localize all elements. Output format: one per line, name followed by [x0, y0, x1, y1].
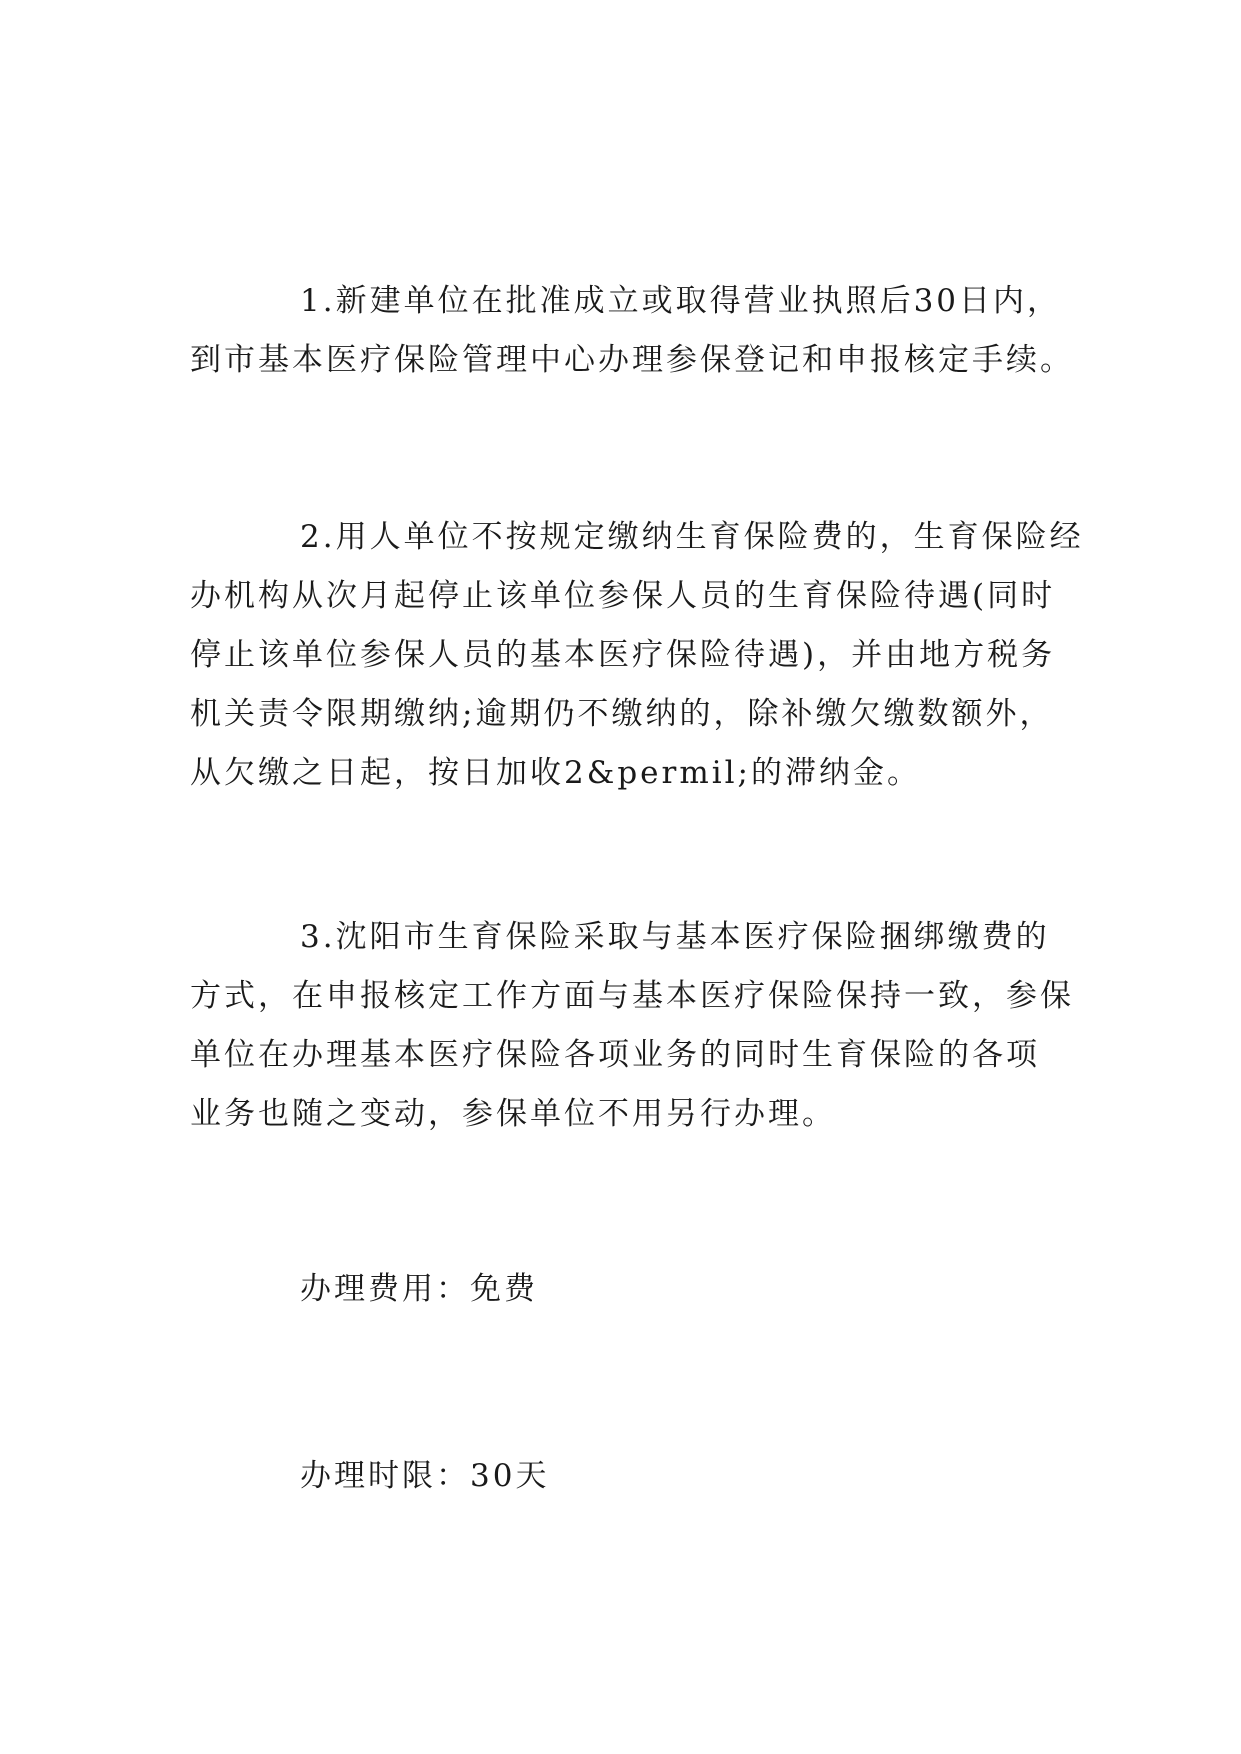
processing-fee — [190, 1260, 1070, 1319]
paragraph-1 — [190, 272, 1074, 390]
paragraph-line: 2.用人单位不按规定缴纳生育保险费的，生育保险经 — [300, 519, 1084, 555]
paragraph-line: 停止该单位参保人员的基本医疗保险待遇)，并由地方税务 — [190, 637, 1056, 673]
processing-time-limit-text: 办理时限：30天 — [300, 1458, 550, 1494]
processing-time-limit — [190, 1447, 1070, 1506]
processing-fee-text: 办理费用：免费 — [300, 1271, 538, 1307]
paragraph-3 — [190, 908, 1074, 1144]
paragraph-line: 办机构从次月起停止该单位参保人员的生育保险待遇(同时 — [190, 578, 1056, 614]
paragraph-line: 单位在办理基本医疗保险各项业务的同时生育保险的各项 — [190, 1037, 1040, 1073]
paragraph-line: 从欠缴之日起，按日加收2&permil;的滞纳金。 — [190, 755, 921, 791]
paragraph-line: 3.沈阳市生育保险采取与基本医疗保险捆绑缴费的 — [300, 919, 1050, 955]
paragraph-2 — [190, 508, 1084, 803]
paragraph-line: 到市基本医疗保险管理中心办理参保登记和申报核定手续。 — [190, 342, 1074, 378]
paragraph-line: 机关责令限期缴纳;逾期仍不缴纳的，除补缴欠缴数额外， — [190, 696, 1054, 732]
paragraph-line: 方式，在申报核定工作方面与基本医疗保险保持一致，参保 — [190, 978, 1074, 1014]
paragraph-line: 1.新建单位在批准成立或取得营业执照后30日内， — [300, 283, 1062, 319]
paragraph-line: 业务也随之变动，参保单位不用另行办理。 — [190, 1096, 836, 1132]
